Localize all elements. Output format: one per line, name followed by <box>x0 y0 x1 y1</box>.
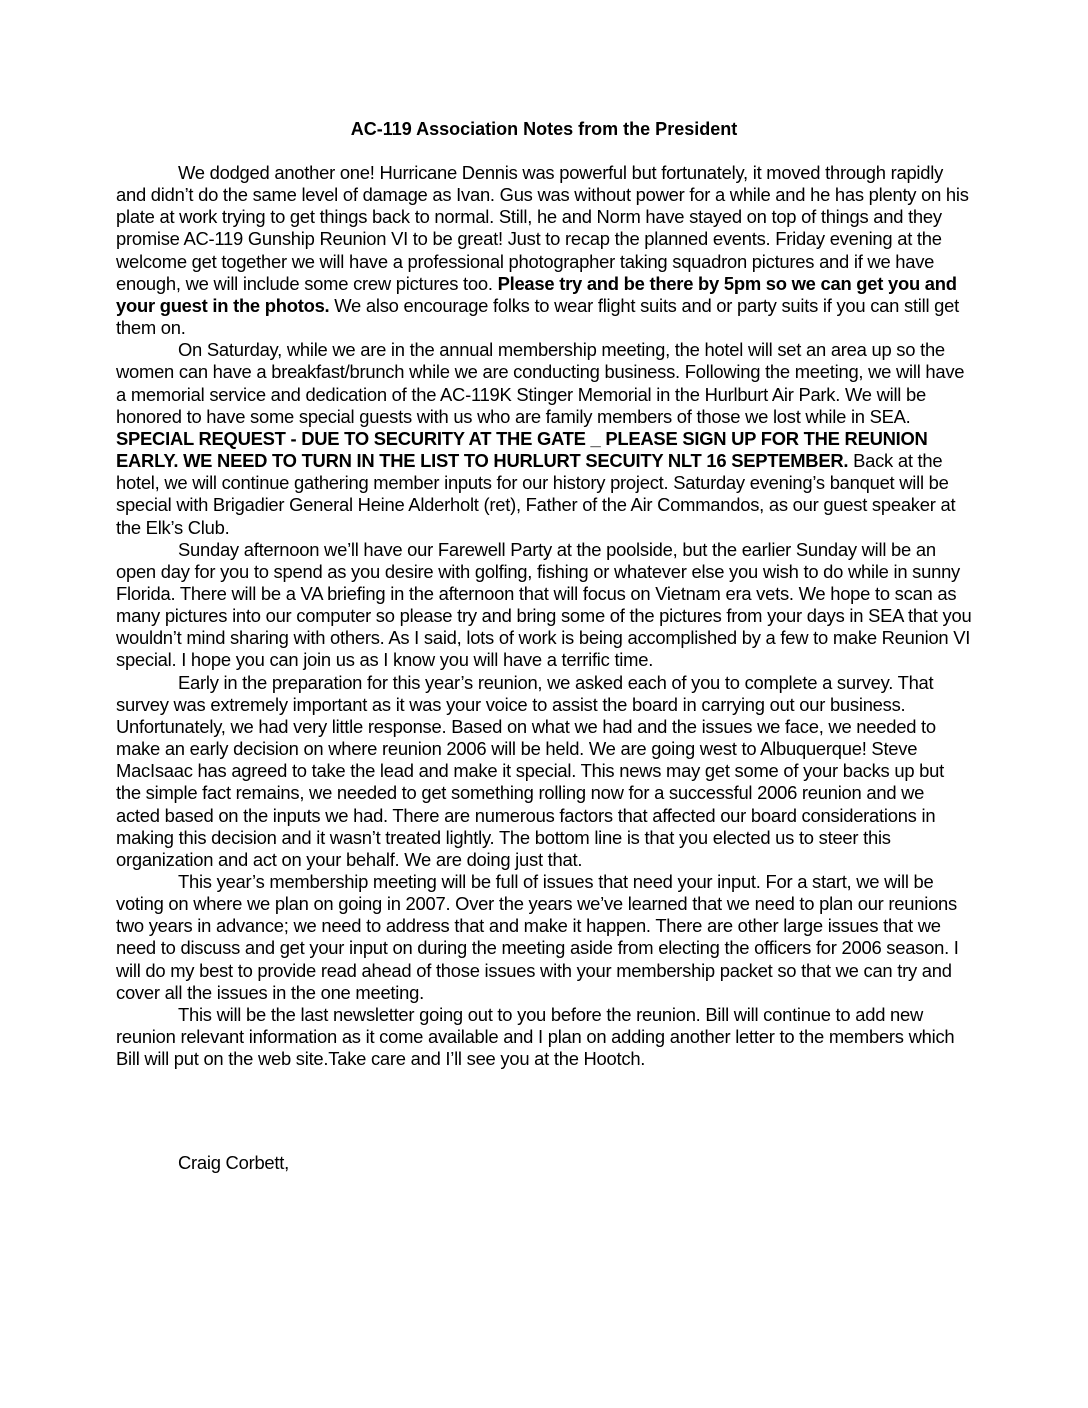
paragraph-membership-meeting: This year’s membership meeting will be full of issues that need your input. For a start, we will be voting on where we plan on going in 2007. Over the years we’ve learned that we need to plan our reunions two years in advance; we need to address that and make it happen. There are other large issues that we need to discuss and get your input on during the meeting aside from electing the officers for 2006 season. I will do my best to provide read ahead of those issues with your membership packet so that we can try and cover all the issues in the one meeting. <box>116 871 959 1003</box>
paragraph-sunday: Sunday afternoon we’ll have our Farewell Party at the poolside, but the earlier Sunday will be an open day for you to spend as you desire with golfing, fishing or whatever else you wish to do while in sunny Florida. There will be a VA briefing in the afternoon that will focus on Vietnam era vets. We hope to scan as many pictures into our computer so please try and bring some of the pictures from your days in SEA that you wouldn’t mind sharing with others. As I said, lots of work is being accomplished by a few to make Reunion VI special. I hope you can join us as I know you will have a terrific time. <box>116 538 972 671</box>
paragraph-last-newsletter: This will be the last newsletter going out to you before the reunion. Bill will continue to add new reunion relevant information as it come available and I plan on adding another letter to the members which Bill will put on the web site.Take care and I’ll see you at the Hootch. <box>116 1003 955 1070</box>
paragraph-saturday <box>116 339 972 538</box>
signature: Craig Corbett, <box>178 1152 289 1173</box>
paragraph-text: We dodged another one! Hurricane Dennis was powerful but fortunately, it moved through rapidly and didn’t do the same level of damage as Ivan. Gus was without power for a while and he has plenty on his plate at work trying to get things back to normal. Still, he and Norm have stayed on top of things and they promise AC-119 Gunship Reunion VI to be great! Just to recap the planned events. Friday evening at the welcome get together we will have a professional photographer taking squadron pictures and if we have enough, we will include some crew pictures too. <box>116 162 969 294</box>
bold-photo-request: Please try and be there by 5pm so we can get you and your guest in the photos. <box>116 272 957 316</box>
paragraph-text: On Saturday, while we are in the annual membership meeting, the hotel will set an area up so the women can have a breakfast/brunch while we are conducting business. Following the meeting, we will have a memorial service and dedication of the AC-119K Stinger Memorial in the Hurlburt Air Park. We will be honored to have some special guests with us who are family members of those we lost while in SEA. <box>116 339 965 427</box>
document-title: AC-119 Association Notes from the President <box>350 119 738 139</box>
paragraph-text: Back at the hotel, we will continue gathering member inputs for our history project. Saturday evening’s banquet will be special with Brigadier General Heine Alderholt (ret), Father of the Air Commandos, as our guest speaker at the Elk’s Club. <box>116 450 956 538</box>
letter-body <box>116 162 972 1070</box>
bold-security-request: SPECIAL REQUEST - DUE TO SECURITY AT THE GATE _ PLEASE SIGN UP FOR THE REUNION EARLY. WE NEED TO TURN IN THE LIST TO HURLURT SECUITY NLT 16 SEPTEMBER. <box>116 427 928 472</box>
paragraph-text: We also encourage folks to wear flight suits and or party suits if you can still get them on. <box>116 294 959 339</box>
paragraph-photographer <box>116 162 972 339</box>
paragraph-survey: Early in the preparation for this year’s reunion, we asked each of you to complete a survey. That survey was extremely important as it was your voice to assist the board in carrying out our business. Unfortunately, we had very little response. Based on what we had and the issues we face, we needed to make an early decision on where reunion 2006 will be held. We are going west to Albuquerque! Steve MacIsaac has agreed to take the lead and make it special. This news may get some of your backs up but the simple fact remains, we needed to get something rolling now for a successful 2006 reunion and we acted based on the inputs we had. There are numerous factors that affected our board considerations in making this decision and it wasn’t treated lightly. The bottom line is that you elected us to steer this organization and act on your behalf. We are doing just that. <box>116 671 944 870</box>
